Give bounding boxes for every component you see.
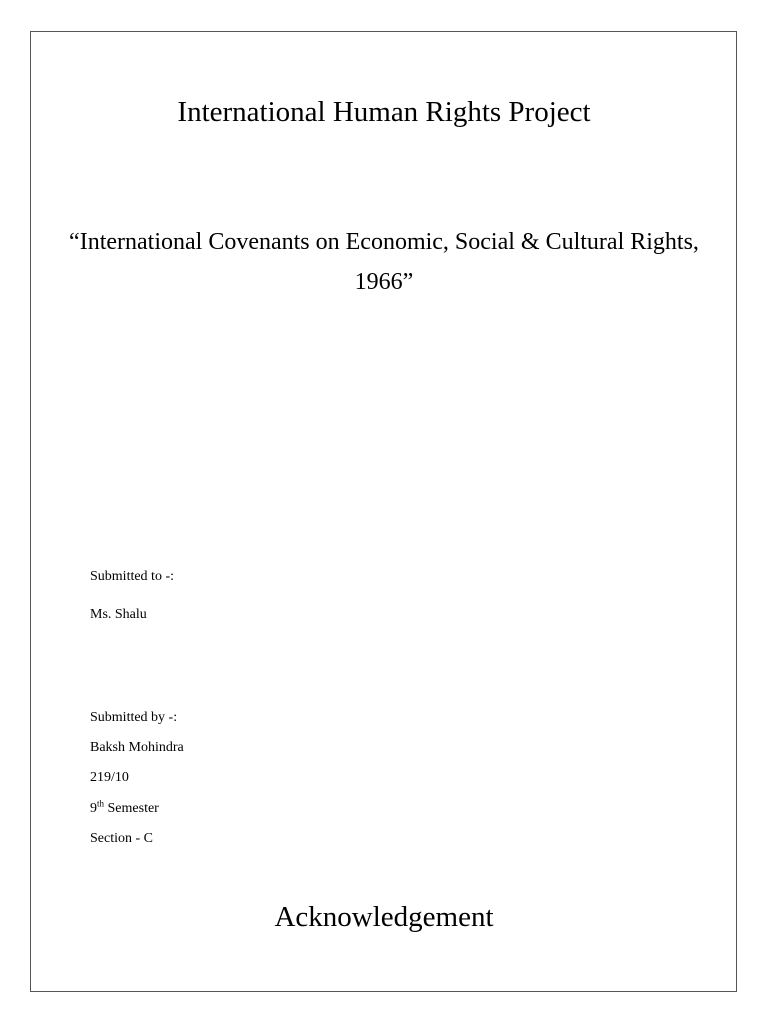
submitted-by-label: Submitted by -: [90, 710, 178, 725]
section: Section - C [90, 831, 153, 846]
submitted-by-name: Baksh Mohindra [90, 740, 184, 755]
semester-suffix: th [97, 798, 105, 809]
semester-label: Semester [107, 801, 159, 816]
roll-number: 219/10 [90, 770, 129, 785]
project-title: International Human Rights Project [177, 96, 591, 128]
project-subtitle: “International Covenants on Economic, Social & Cultural Rights, 1966” [69, 229, 699, 295]
submitted-to-name: Ms. Shalu [90, 607, 147, 622]
semester [90, 799, 159, 819]
semester-number: 9 [90, 801, 97, 816]
acknowledgement-heading: Acknowledgement [274, 901, 494, 933]
submitted-to-label: Submitted to -: [90, 569, 174, 584]
